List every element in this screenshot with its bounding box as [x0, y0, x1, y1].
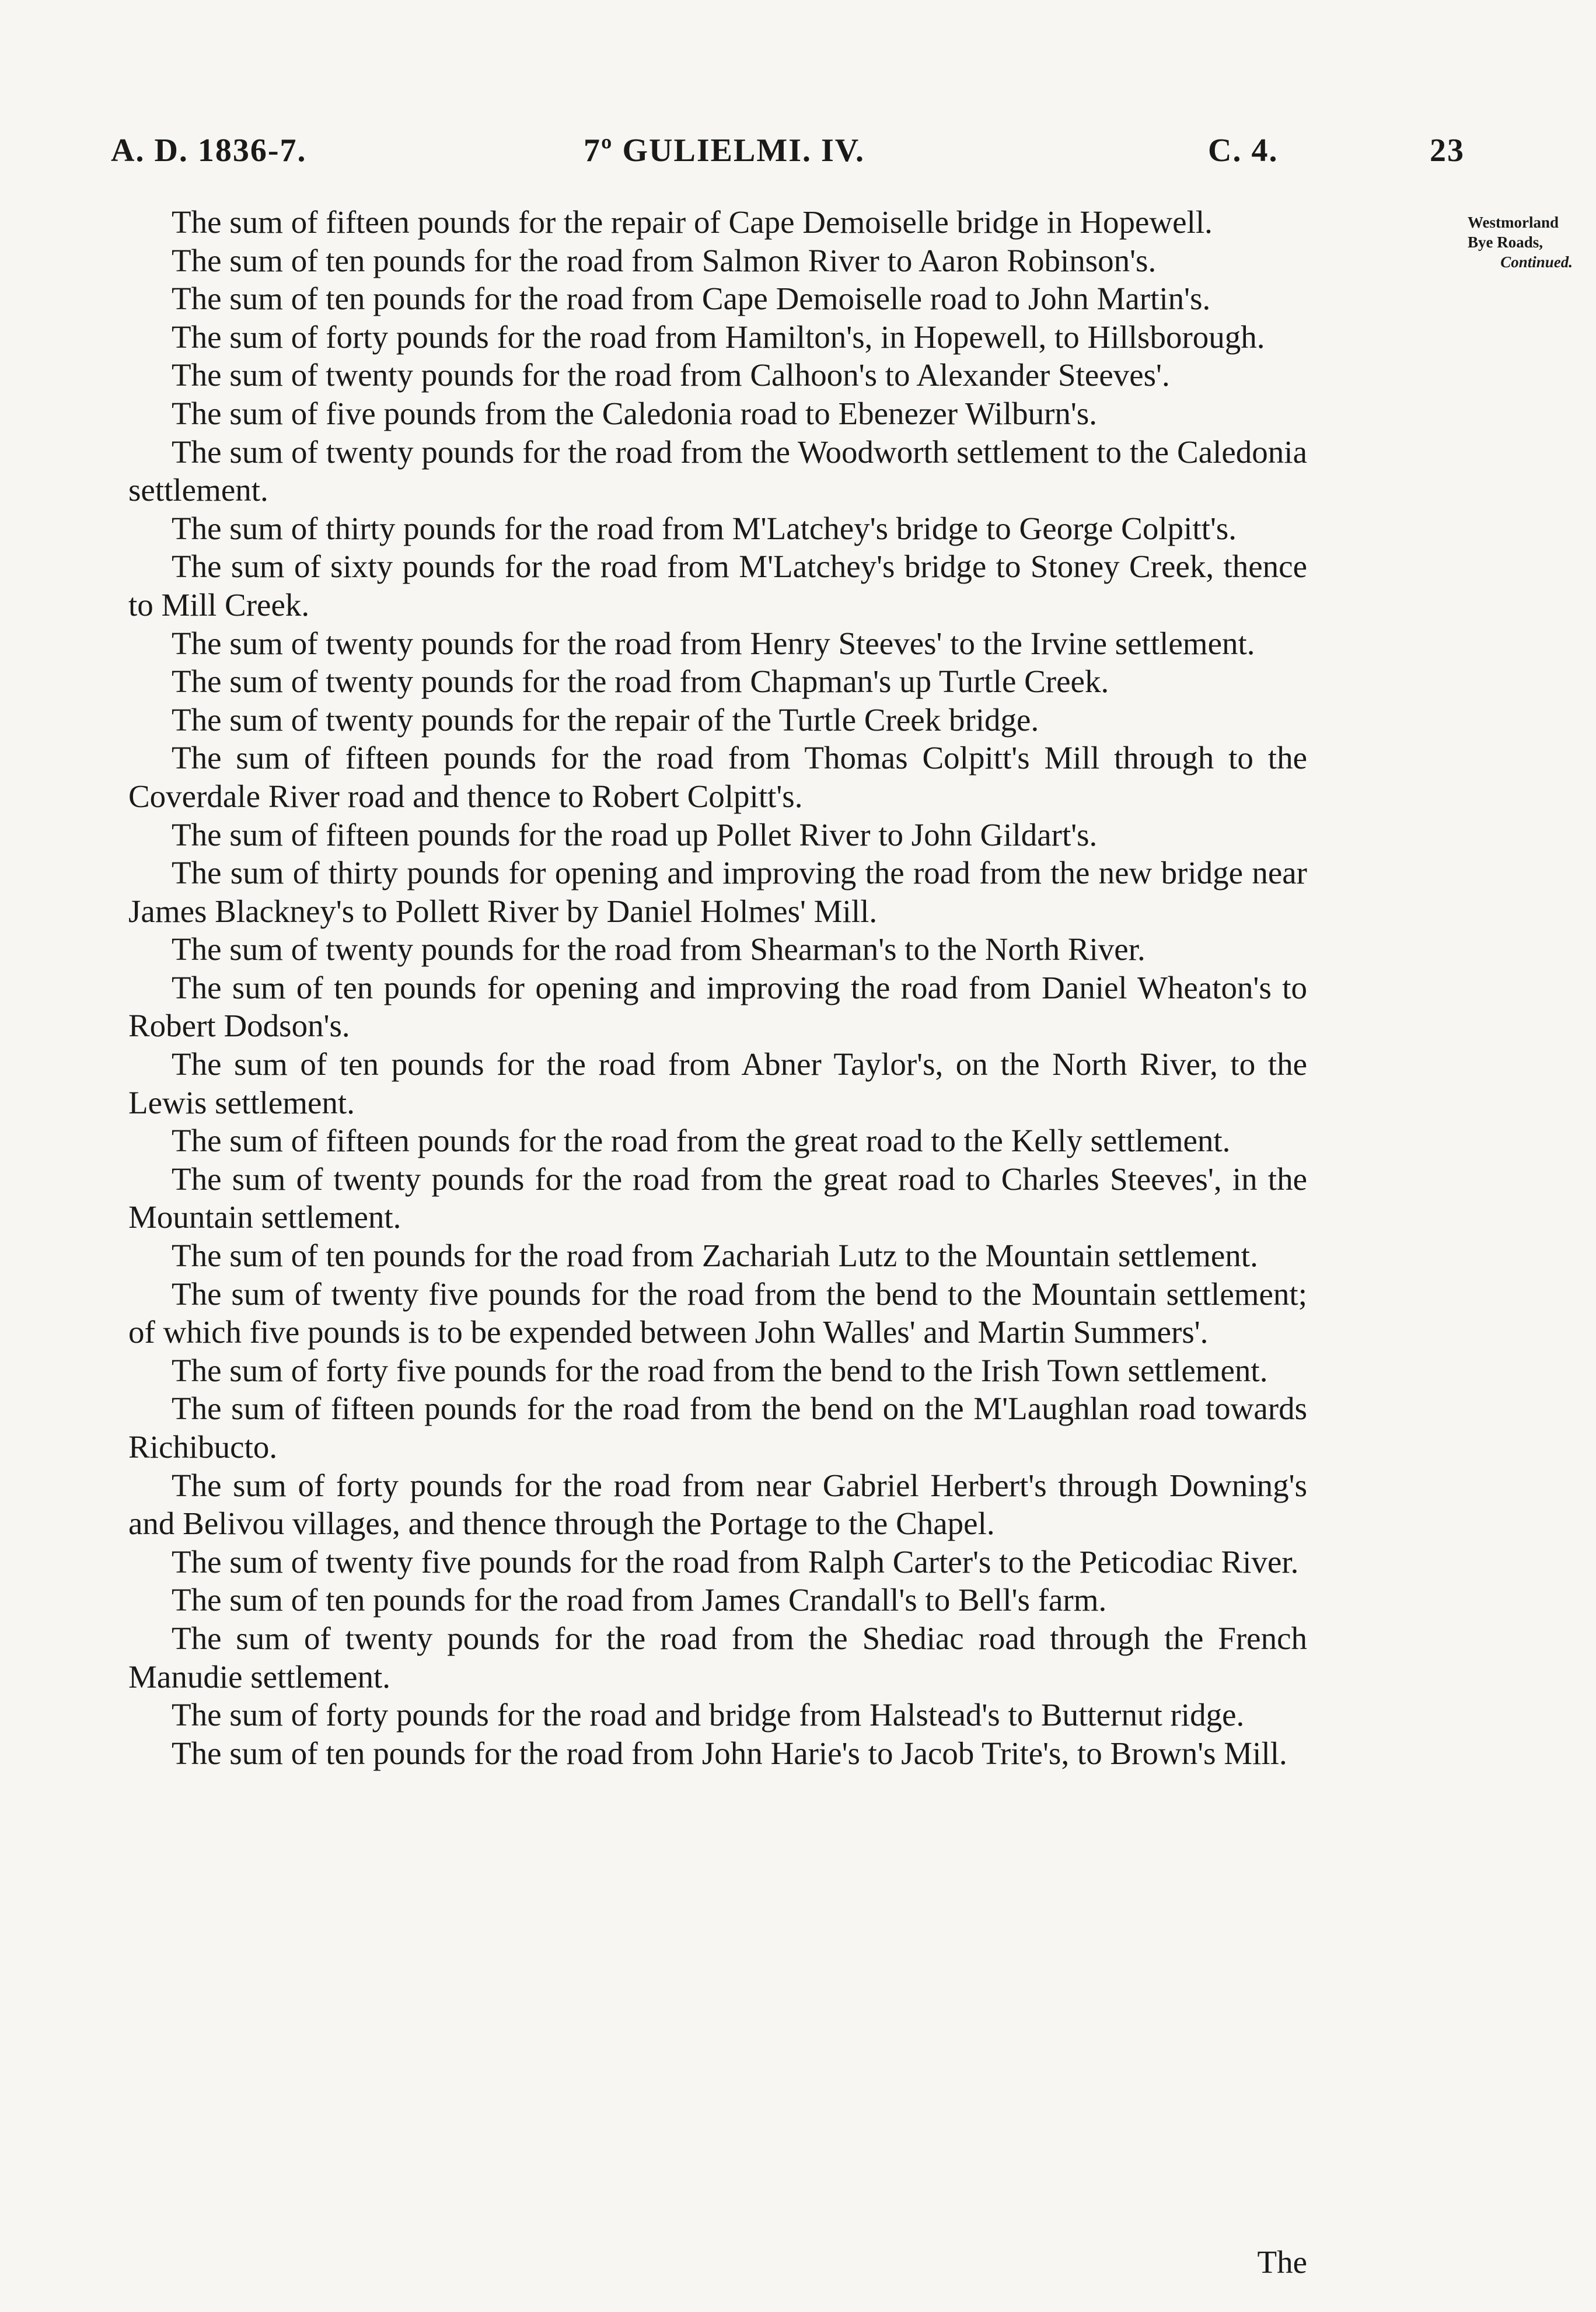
header-year: A. D. 1836-7.: [111, 132, 307, 169]
paragraph: The sum of fifteen pounds for the road from the great road to the Kelly settlement.: [172, 1123, 1231, 1159]
catchword: The: [1257, 2244, 1307, 2280]
paragraph: The sum of twenty five pounds for the road from Ralph Carter's to the Peticodiac River.: [172, 1543, 1299, 1580]
paragraph: The sum of twenty pounds for the road from Shearman's to the North River.: [172, 931, 1146, 968]
paragraph: The sum of twenty pounds for the road from the Shediac road through the French Manudie settlement.: [128, 1620, 1307, 1695]
margin-note-line-1: Westmorland: [1468, 214, 1559, 231]
paragraph: The sum of ten pounds for the road from John Harie's to Jacob Trite's, to Brown's Mill.: [172, 1735, 1287, 1771]
paragraph: The sum of ten pounds for the road from Abner Taylor's, on the North River, to the Lewis settlement.: [128, 1046, 1307, 1120]
paragraph: The sum of sixty pounds for the road from M'Latchey's bridge to Stoney Creek, thence to Mill Creek.: [128, 549, 1307, 623]
paragraph: The sum of twenty pounds for the road from Calhoon's to Alexander Steeves'.: [172, 357, 1170, 393]
paragraph: The sum of forty pounds for the road from Hamilton's, in Hopewell, to Hillsborough.: [172, 319, 1265, 355]
paragraph: The sum of thirty pounds for the road from M'Latchey's bridge to George Colpitt's.: [172, 510, 1237, 546]
paragraph: The sum of ten pounds for the road from Salmon River to Aaron Robinson's.: [172, 242, 1157, 278]
page-header: [111, 132, 1465, 173]
margin-note: [1468, 212, 1584, 272]
paragraph: The sum of twenty pounds for the road from the great road to Charles Steeves', in the Mountain settlement.: [128, 1161, 1307, 1235]
paragraph: The sum of forty pounds for the road and bridge from Halstead's to Butternut ridge.: [172, 1697, 1245, 1733]
header-chapter: C. 4.: [1208, 132, 1279, 169]
body-text: [128, 203, 1307, 1772]
paragraph: The sum of twenty pounds for the repair of the Turtle Creek bridge.: [172, 701, 1039, 738]
paragraph: The sum of five pounds from the Caledonia road to Ebenezer Wilburn's.: [172, 395, 1097, 431]
margin-note-line-2: Bye Roads,: [1468, 233, 1543, 251]
paragraph: The sum of fifteen pounds for the repair of Cape Demoiselle bridge in Hopewell.: [172, 204, 1213, 240]
paragraph: The sum of thirty pounds for opening and improving the road from the new bridge near James Blackney's to Pollett River by Daniel Holmes' Mill.: [128, 855, 1307, 929]
paragraph: The sum of ten pounds for opening and improving the road from Daniel Wheaton's to Robert Dodson's.: [128, 969, 1307, 1044]
paragraph: The sum of ten pounds for the road from Cape Demoiselle road to John Martin's.: [172, 281, 1211, 317]
paragraph: The sum of fifteen pounds for the road from Thomas Colpitt's Mill through to the Coverdale River road and thence to Robert Colpitt's.: [128, 740, 1307, 814]
paragraph: The sum of twenty pounds for the road from Chapman's up Turtle Creek.: [172, 663, 1109, 700]
paragraph: The sum of twenty five pounds for the road from the bend to the Mountain settlement; of which five pounds is to be expended between John Walles' and Martin Summers'.: [128, 1276, 1307, 1350]
margin-note-line-3: Continued.: [1500, 253, 1573, 271]
paragraph: The sum of fifteen pounds for the road from the bend on the M'Laughlan road towards Richibucto.: [128, 1391, 1307, 1465]
paragraph: The sum of twenty pounds for the road from the Woodworth settlement to the Caledonia settlement.: [128, 434, 1307, 508]
paragraph: The sum of ten pounds for the road from Zachariah Lutz to the Mountain settlement.: [172, 1238, 1258, 1274]
paragraph: The sum of ten pounds for the road from James Crandall's to Bell's farm.: [172, 1582, 1107, 1618]
paragraph: The sum of forty pounds for the road from near Gabriel Herbert's through Downing's and Belivou villages, and thence through the Portage to the Chapel.: [128, 1467, 1307, 1542]
paragraph: The sum of twenty pounds for the road from Henry Steeves' to the Irvine settlement.: [172, 625, 1255, 661]
paragraph: The sum of forty five pounds for the road from the bend to the Irish Town settlement.: [172, 1352, 1268, 1388]
paragraph: The sum of fifteen pounds for the road up Pollet River to John Gildart's.: [172, 816, 1098, 853]
page-number: 23: [1430, 132, 1465, 169]
header-reign: 7º GULIELMI. IV.: [584, 132, 865, 169]
